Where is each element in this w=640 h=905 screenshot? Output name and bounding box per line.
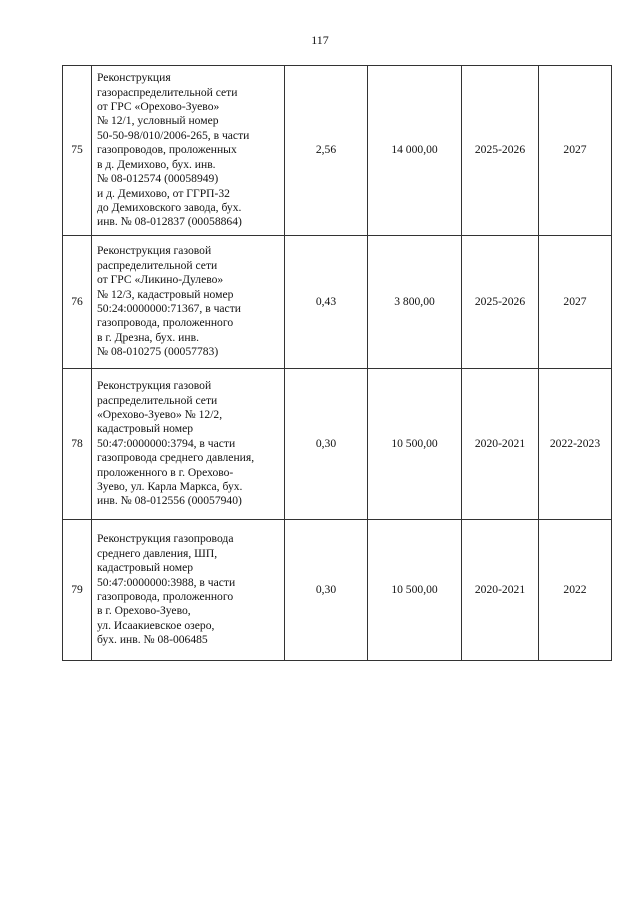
row-number: 76 <box>63 236 92 369</box>
table-row <box>63 66 612 236</box>
cost-value: 10 500,00 <box>368 369 462 520</box>
table-row <box>63 236 612 369</box>
object-description: Реконструкция газовой распределительной сети от ГРС «Ликино-Дулево» № 12/3, кадастровый номер 50:24:0000000:71367, в части газопровода, проложенного в г. Дрезна, бух. инв. № 08-010275 (00057783) <box>92 236 285 369</box>
object-description: Реконструкция газовой распределительной сети «Орехово-Зуево» № 12/2, кадастровый номер 50:47:0000000:3794, в части газопровода среднего давления, проложенного в г. Орехово- Зуево, ул. Карла Маркса, бух. инв. № 08-012556 (00057940) <box>92 369 285 520</box>
work-period: 2025-2026 <box>462 236 539 369</box>
pipeline-length: 2,56 <box>285 66 368 236</box>
work-period: 2020-2021 <box>462 520 539 661</box>
pipeline-length: 0,30 <box>285 520 368 661</box>
commission-year: 2027 <box>539 66 612 236</box>
pipeline-length: 0,30 <box>285 369 368 520</box>
commission-year: 2027 <box>539 236 612 369</box>
work-period: 2025-2026 <box>462 66 539 236</box>
row-number: 79 <box>63 520 92 661</box>
cost-value: 10 500,00 <box>368 520 462 661</box>
object-description: Реконструкция газопровода среднего давления, ШП, кадастровый номер 50:47:0000000:3988, в части газопровода, проложенного в г. Орехово-Зуево, ул. Исаакиевское озеро, бух. инв. № 08-006485 <box>92 520 285 661</box>
row-number: 75 <box>63 66 92 236</box>
table-row <box>63 369 612 520</box>
pipeline-length: 0,43 <box>285 236 368 369</box>
commission-year: 2022 <box>539 520 612 661</box>
page-number: 117 <box>311 33 329 47</box>
commission-year: 2022-2023 <box>539 369 612 520</box>
cost-value: 3 800,00 <box>368 236 462 369</box>
reconstruction-table <box>62 65 612 661</box>
table-row <box>63 520 612 661</box>
row-number: 78 <box>63 369 92 520</box>
object-description: Реконструкция газораспределительной сети от ГРС «Орехово-Зуево» № 12/1, условный номер 50-50-98/010/2006-265, в части газопроводов, проложенных в д. Демихово, бух. инв. № 08-012574 (00058949) и д. Демихово, от ГГРП-32 до Демиховского завода, бух. инв. № 08-012837 (00058864) <box>92 66 285 236</box>
work-period: 2020-2021 <box>462 369 539 520</box>
cost-value: 14 000,00 <box>368 66 462 236</box>
